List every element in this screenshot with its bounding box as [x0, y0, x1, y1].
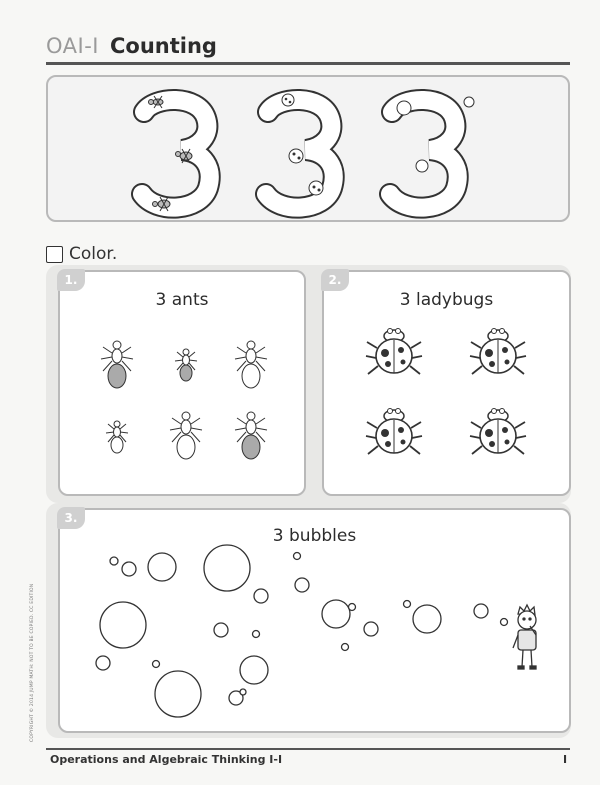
ant-icon	[106, 421, 128, 453]
bubble-icon	[122, 562, 136, 576]
bubble-icon	[148, 553, 176, 581]
lesson-code: OAI-I	[46, 34, 99, 58]
exercise-title: 3 ladybugs	[399, 290, 494, 310]
ladybug-icon	[470, 329, 526, 375]
header-divider	[46, 62, 570, 65]
instruction-checkbox[interactable]	[46, 246, 63, 263]
exercise-title: 3 bubbles	[272, 526, 357, 546]
ladybugs-illustration	[324, 272, 569, 494]
number-three-banner	[46, 75, 570, 222]
three-with-ladybugs	[266, 94, 334, 208]
bubble-icon	[364, 622, 378, 636]
exercise-bubbles	[58, 508, 571, 733]
three-with-ants	[142, 96, 210, 211]
page-title: Counting	[110, 34, 217, 58]
exercise-ladybugs	[322, 270, 571, 496]
bubble-icon	[322, 600, 350, 628]
bubble-icon	[413, 605, 441, 633]
ant-icon	[175, 349, 197, 381]
bubble-icon	[110, 557, 118, 565]
exercise-number: 2.	[321, 269, 349, 291]
bubble-icon	[397, 101, 411, 115]
three-illustrations	[48, 77, 568, 220]
ladybug-icon	[289, 149, 303, 163]
ladybug-icon	[366, 329, 422, 375]
ant-icon	[101, 341, 133, 388]
ants-illustration	[60, 272, 304, 494]
bubbles-illustration	[60, 510, 569, 731]
bubble-icon	[153, 661, 160, 668]
three-with-bubbles	[390, 97, 474, 208]
footer-text: Operations and Algebraic Thinking I-I	[50, 753, 283, 766]
bubble-icon	[294, 553, 301, 560]
ladybug-icon	[309, 181, 323, 195]
bubble-icon	[100, 602, 146, 648]
copyright-notice: COPYRIGHT © 2014 JUMP MATH: NOT TO BE COPIED. CC EDITION	[30, 583, 35, 742]
bubble-icon	[416, 160, 428, 172]
ant-icon	[235, 341, 267, 388]
footer-divider	[46, 748, 570, 750]
exercise-title: 3 ants	[155, 290, 209, 310]
bubble-icon	[240, 689, 246, 695]
bubble-icon	[464, 97, 474, 107]
bubble-icon	[342, 644, 349, 651]
ladybug-icon	[282, 94, 294, 106]
ant-icon	[170, 412, 202, 459]
ladybug-icon	[366, 409, 422, 455]
boy-figure	[513, 605, 536, 669]
bubble-icon	[253, 631, 260, 638]
bubble-icon	[155, 671, 201, 717]
bubble-icon	[404, 601, 411, 608]
bubble-icon	[254, 589, 268, 603]
instruction	[46, 242, 117, 266]
bubble-icon	[96, 656, 110, 670]
ant-icon	[235, 412, 267, 459]
bubble-icon	[349, 604, 356, 611]
bubble-icon	[474, 604, 488, 618]
page-header	[46, 30, 570, 62]
bubble-icon	[240, 656, 268, 684]
exercise-number: 1.	[57, 269, 85, 291]
page-number: I	[563, 753, 568, 766]
exercise-ants	[58, 270, 306, 496]
bubble-icon	[204, 545, 250, 591]
bubble-icon	[214, 623, 228, 637]
bubble-icon	[295, 578, 309, 592]
ladybug-icon	[470, 409, 526, 455]
exercise-number: 3.	[57, 507, 85, 529]
bubble-icon	[501, 619, 508, 626]
instruction-label: Color.	[69, 244, 118, 264]
